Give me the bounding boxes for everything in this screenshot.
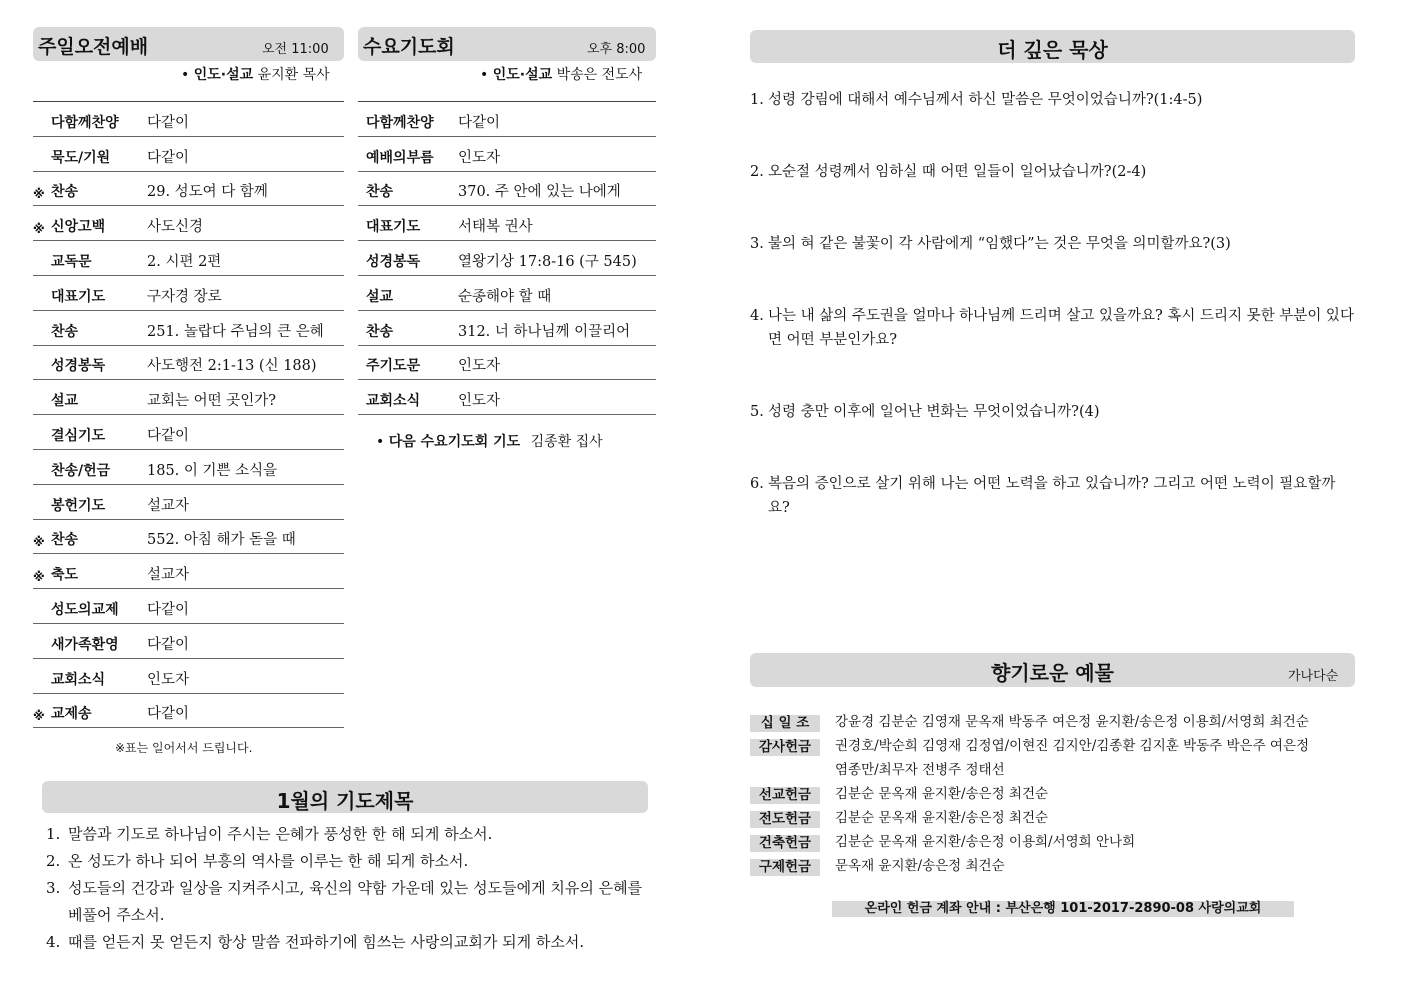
order-label: 봉헌기도 (51, 497, 106, 514)
leader-bullet: • (181, 67, 190, 83)
order-value: 251. 놀랍다 주님의 큰 은혜 (147, 323, 324, 340)
order-row (33, 694, 344, 729)
order-row (33, 276, 344, 311)
order-row (33, 554, 344, 589)
order-row (33, 520, 344, 555)
order-value: 다같이 (147, 114, 190, 131)
sunday-leader (181, 64, 330, 84)
order-label: 찬송 (366, 184, 394, 201)
order-value: 인도자 (458, 149, 501, 166)
order-value: 인도자 (147, 671, 190, 688)
leader-name: 박송은 전도사 (556, 67, 643, 83)
order-label: 다함께찬양 (366, 114, 434, 131)
order-label: 새가족환영 (51, 636, 119, 653)
item-number: 2. (750, 164, 764, 180)
order-value: 29. 성도여 다 함께 (147, 184, 268, 201)
prayer-item (46, 929, 644, 956)
question-item (750, 232, 1355, 256)
order-row (358, 346, 656, 381)
order-row (33, 346, 344, 381)
offering-names: 김분순 문옥재 윤지환/송은정 최건순 (835, 810, 1049, 826)
offering-names: 권경호/박순희 김영재 김정엽/이현진 김지안/김종환 김지훈 박동주 박은주 여은정 염종만/최무자 전병주 정태선 (835, 738, 1310, 778)
item-number: 3. (46, 879, 61, 897)
order-value: 다같이 (458, 114, 501, 131)
item-number: 6. (750, 476, 764, 492)
order-row (358, 276, 656, 311)
item-text: 오순절 성령께서 임하실 때 어떤 일들이 일어났습니까?(2-4) (768, 164, 1147, 180)
item-number: 2. (46, 852, 61, 870)
standing-mark: ※ (33, 535, 45, 550)
order-row (33, 624, 344, 659)
order-value: 370. 주 안에 있는 나에게 (458, 184, 621, 201)
order-label: 설교 (366, 288, 394, 305)
meditation-title: 더 깊은 묵상 (997, 38, 1108, 62)
order-row (33, 206, 344, 241)
order-value: 사도신경 (147, 219, 204, 236)
order-value: 교회는 어떤 곳인가? (147, 393, 277, 410)
order-label: 결심기도 (51, 427, 106, 444)
standing-mark: ※ (33, 709, 45, 724)
next-bullet: • (376, 434, 385, 450)
order-row (33, 137, 344, 172)
order-row (33, 450, 344, 485)
next-label: 다음 수요기도회 기도 (388, 434, 521, 450)
order-row (358, 206, 656, 241)
leader-role: 인도·설교 (193, 67, 254, 83)
standing-note: ※표는 일어서서 드립니다. (115, 741, 253, 755)
order-value: 서태복 권사 (458, 219, 533, 236)
order-label: 설교 (51, 393, 79, 410)
order-label: 찬송 (51, 184, 79, 201)
offering-title: 향기로운 예물 (991, 661, 1114, 685)
order-value: 다같이 (147, 601, 190, 618)
wednesday-title: 수요기도회 (363, 36, 455, 58)
question-item (750, 400, 1355, 424)
order-row (358, 137, 656, 172)
order-value: 다같이 (147, 706, 190, 723)
wednesday-order-table (358, 101, 656, 415)
order-label: 주기도문 (366, 358, 421, 375)
question-item (750, 472, 1355, 520)
order-label: 예배의부름 (366, 149, 434, 166)
order-value: 다같이 (147, 636, 190, 653)
standing-mark: ※ (33, 570, 45, 585)
item-number: 5. (750, 404, 764, 420)
leader-name: 윤지환 목사 (257, 67, 330, 83)
order-label: 찬송/헌금 (51, 462, 111, 479)
order-label: 교제송 (51, 706, 92, 723)
next-wednesday-prayer (376, 431, 603, 451)
order-value: 인도자 (458, 358, 501, 375)
order-value: 2. 시편 2편 (147, 253, 222, 270)
offering-names: 김분순 문옥재 윤지환/송은정 최건순 (835, 786, 1049, 802)
order-value: 312. 너 하나님께 이끌리어 (458, 323, 631, 340)
order-row (358, 102, 656, 137)
order-row (33, 485, 344, 520)
order-row (33, 659, 344, 694)
sunday-title: 주일오전예배 (38, 36, 149, 58)
leader-bullet: • (480, 67, 489, 83)
item-number: 4. (750, 308, 764, 324)
order-label: 대표기도 (51, 288, 106, 305)
order-row (358, 172, 656, 207)
order-label: 성경봉독 (366, 253, 421, 270)
order-row (33, 311, 344, 346)
order-label: 성도의교제 (51, 601, 119, 618)
order-label: 찬송 (51, 532, 79, 549)
offering-type: 선교헌금 (750, 787, 820, 804)
order-row (33, 172, 344, 207)
offering-type: 전도헌금 (750, 811, 820, 828)
next-name: 김종환 집사 (530, 434, 603, 450)
leader-role: 인도·설교 (492, 67, 553, 83)
order-label: 찬송 (51, 323, 79, 340)
sunday-order-table (33, 101, 344, 728)
order-label: 대표기도 (366, 219, 421, 236)
order-label: 찬송 (366, 323, 394, 340)
order-value: 순종해야 할 때 (458, 288, 552, 305)
prayer-item (46, 875, 644, 929)
offering-type: 건축헌금 (750, 835, 820, 852)
item-text: 온 성도가 하나 되어 부흥의 역사를 이루는 한 해 되게 하소서. (68, 852, 469, 870)
question-item (750, 160, 1355, 184)
question-item (750, 88, 1355, 112)
item-text: 때를 얻든지 못 얻든지 항상 말씀 전파하기에 힘쓰는 사랑의교회가 되게 하소서. (68, 933, 585, 951)
item-text: 성도들의 건강과 일상을 지켜주시고, 육신의 약함 가운데 있는 성도들에게 치유의 은혜를 베풀어 주소서. (68, 879, 643, 924)
item-text: 성령 강림에 대해서 예수님께서 하신 말씀은 무엇이었습니까?(1:4-5) (768, 92, 1203, 108)
prayer-title: 1월의 기도제목 (276, 789, 414, 813)
wednesday-time: 오후 8:00 (587, 42, 646, 57)
prayer-item (46, 821, 644, 848)
order-label: 성경봉독 (51, 358, 106, 375)
order-label: 축도 (51, 567, 79, 584)
order-row (33, 102, 344, 137)
wednesday-leader (480, 64, 642, 84)
order-row (33, 589, 344, 624)
order-value: 다같이 (147, 427, 190, 444)
order-value: 다같이 (147, 149, 190, 166)
order-label: 신앙고백 (51, 219, 106, 236)
order-label: 교회소식 (366, 393, 421, 410)
offering-type: 십 일 조 (750, 715, 820, 732)
item-text: 나는 내 삶의 주도권을 얼마나 하나님께 드리며 살고 있을까요? 혹시 드리지 못한 부분이 있다면 어떤 부분인가요? (768, 308, 1354, 348)
order-label: 교독문 (51, 253, 92, 270)
question-item (750, 304, 1355, 352)
offering-type: 감사헌금 (750, 739, 820, 756)
order-value: 구자경 장로 (147, 288, 222, 305)
order-row (33, 415, 344, 450)
order-value: 사도행전 2:1-13 (신 188) (147, 358, 317, 375)
standing-mark: ※ (33, 187, 45, 202)
order-label: 묵도/기원 (51, 149, 111, 166)
offering-names: 김분순 문옥재 윤지환/송은정 이용희/서영희 안나희 (835, 834, 1136, 850)
item-text: 말씀과 기도로 하나님이 주시는 은혜가 풍성한 한 해 되게 하소서. (68, 825, 493, 843)
standing-mark: ※ (33, 222, 45, 237)
offering-names: 강윤경 김분순 김영재 문옥재 박동주 여은정 윤지환/송은정 이용희/서영희 최건순 (835, 714, 1309, 730)
offering-type: 구제헌금 (750, 859, 820, 876)
order-row (358, 241, 656, 276)
order-row (33, 380, 344, 415)
order-value: 설교자 (147, 567, 190, 584)
item-text: 불의 혀 같은 불꽃이 각 사람에게 “임했다”는 것은 무엇을 의미할까요?(3) (768, 236, 1231, 252)
item-number: 4. (46, 933, 61, 951)
order-row (358, 311, 656, 346)
order-value: 설교자 (147, 497, 190, 514)
order-row (33, 241, 344, 276)
online-account: 온라인 헌금 계좌 안내 : 부산은행 101-2017-2890-08 사랑의교회 (832, 901, 1294, 917)
order-label: 교회소식 (51, 671, 106, 688)
order-row (358, 380, 656, 415)
item-number: 3. (750, 236, 764, 252)
order-value: 552. 아침 해가 돋을 때 (147, 532, 296, 549)
item-number: 1. (750, 92, 764, 108)
item-text: 성령 충만 이후에 일어난 변화는 무엇이었습니까?(4) (768, 404, 1100, 420)
prayer-item (46, 848, 644, 875)
order-value: 인도자 (458, 393, 501, 410)
order-label: 다함께찬양 (51, 114, 119, 131)
item-number: 1. (46, 825, 61, 843)
offering-order-note: 가나다순 (1288, 669, 1339, 684)
prayer-list (46, 821, 644, 956)
order-value: 185. 이 기쁜 소식을 (147, 462, 278, 479)
order-value: 열왕기상 17:8-16 (구 545) (458, 253, 637, 270)
sunday-time: 오전 11:00 (262, 42, 329, 57)
item-text: 복음의 증인으로 살기 위해 나는 어떤 노력을 하고 있습니까? 그리고 어떤 노력이 필요할까요? (768, 476, 1336, 516)
offering-names: 문옥재 윤지환/송은정 최건순 (835, 858, 1005, 874)
